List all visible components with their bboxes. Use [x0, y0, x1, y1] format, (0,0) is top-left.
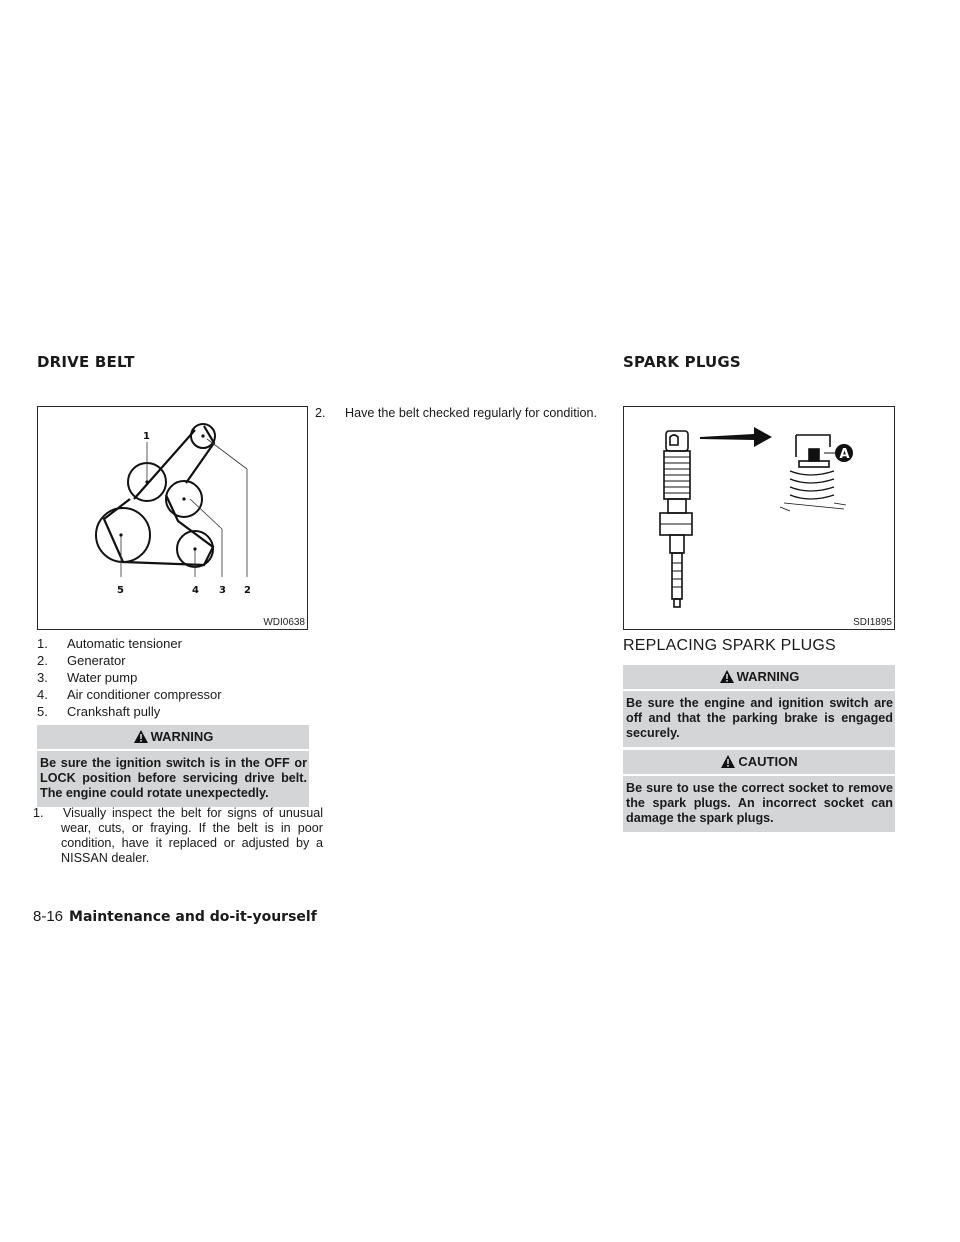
spark-caution-box: [623, 750, 895, 832]
caution-text: Be sure to use the correct socket to remove the spark plugs. An incorrect socket can damage the spark plugs.: [623, 774, 895, 832]
page-footer: [33, 908, 317, 926]
warning-text: Be sure the ignition switch is in the OFF or LOCK position before servicing drive belt. The engine could rotate unexpectedly.: [37, 749, 309, 807]
step-1: 1. Visually inspect the belt for signs of unusual wear, cuts, or fraying. If the belt is in poor condition, have it replaced or adjusted by a NISSAN dealer.: [33, 806, 323, 865]
drive-belt-warning-box: [37, 725, 309, 807]
section-title-drive-belt: DRIVE BELT: [37, 353, 135, 371]
callout-2: 2: [244, 585, 251, 596]
warning-icon: [719, 669, 735, 684]
warning-header: [623, 665, 895, 689]
figure-id: SDI1895: [853, 617, 892, 628]
subsection-title: REPLACING SPARK PLUGS: [623, 637, 836, 654]
caution-title: CAUTION: [738, 754, 798, 769]
legend-item: 5. Crankshaft pully: [37, 704, 161, 719]
drive-belt-legend: [37, 635, 309, 720]
spark-plug-illustration: [624, 407, 894, 629]
warning-title: WARNING: [736, 669, 800, 684]
step-2: 2. Have the belt checked regularly for condition.: [315, 406, 598, 420]
warning-header: [37, 725, 309, 749]
callout-5: 5: [117, 585, 124, 596]
callout-1: 1: [143, 431, 150, 442]
legend-item: 2. Generator: [37, 653, 126, 668]
callout-4: 4: [192, 585, 199, 596]
warning-title: WARNING: [150, 729, 214, 744]
caution-header: [623, 750, 895, 774]
pulley-crankshaft: [96, 508, 150, 562]
drive-belt-diagram: [37, 406, 308, 630]
drive-belt-illustration: [38, 407, 307, 629]
legend-item: 3. Water pump: [37, 670, 138, 685]
warning-text: Be sure the engine and ignition switch are off and that the parking brake is engaged securely.: [623, 689, 895, 747]
callout-a: A: [839, 447, 850, 462]
callout-3: 3: [219, 585, 226, 596]
figure-id: WDI0638: [263, 617, 305, 628]
warning-icon: [133, 729, 149, 744]
chapter-title: Maintenance and do-it-yourself: [69, 909, 317, 925]
legend-item: 4. Air conditioner compressor: [37, 687, 222, 702]
legend-item: 1. Automatic tensioner: [37, 636, 182, 651]
caution-icon: [720, 754, 736, 769]
arrow-icon: [700, 427, 772, 447]
spark-warning-box: [623, 665, 895, 747]
section-title-spark-plugs: SPARK PLUGS: [623, 353, 741, 371]
spark-plug-diagram: [623, 406, 895, 630]
page-number: 8-16: [33, 908, 64, 925]
